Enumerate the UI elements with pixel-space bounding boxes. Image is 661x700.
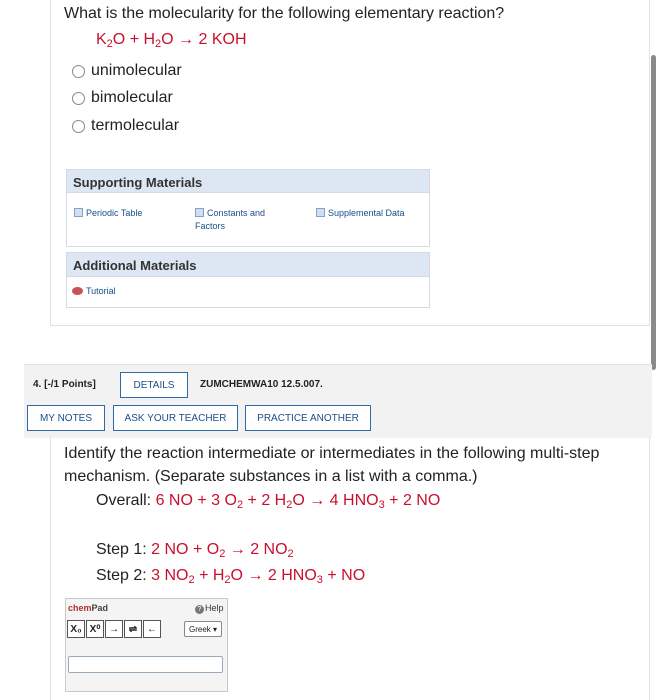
- equilibrium-arrow-button[interactable]: ⇌: [124, 620, 142, 638]
- overall-equation: 6 NO + 3 $O_2 + 2$ $H_2O \to 4$ $HNO_3 + 2$ NO: [155, 492, 441, 511]
- option-label: unimolecular: [91, 62, 182, 79]
- radio-icon[interactable]: [72, 92, 85, 105]
- option-label: termolecular: [91, 117, 180, 134]
- question-number: 4. [-/1 Points]: [33, 379, 96, 390]
- option-unimolecular[interactable]: [72, 62, 182, 80]
- option-termolecular[interactable]: [72, 117, 179, 135]
- option-bimolecular[interactable]: [72, 89, 173, 107]
- document-icon: [74, 208, 83, 217]
- tutorial-link[interactable]: Tutorial: [72, 286, 116, 296]
- question-1-prompt: What is the molecularity for the following elementary reaction?: [64, 5, 505, 22]
- document-icon: [316, 208, 325, 217]
- help-icon: ?: [195, 605, 204, 614]
- chempad-title: chemPad: [68, 603, 109, 613]
- help-link[interactable]: ? Help: [195, 603, 224, 614]
- my-notes-button[interactable]: MY NOTES: [27, 405, 105, 431]
- supporting-materials-title: Supporting Materials: [66, 169, 430, 193]
- option-label: bimolecular: [91, 89, 173, 106]
- radio-icon[interactable]: [72, 65, 85, 78]
- question-4-prompt: Identify the reaction intermediate or intermediates in the following multi-step mechanism. (Separate substances in a list with a comma.): [64, 445, 600, 485]
- additional-materials-title: Additional Materials: [66, 252, 430, 277]
- overall-reaction: Overall: 6 NO + 3 $O_2 + 2$ $H_2O \to 4$ $HNO_3 + 2$ NO: [96, 492, 441, 511]
- right-arrow-button[interactable]: →: [105, 620, 123, 638]
- details-button[interactable]: DETAILS: [120, 372, 188, 398]
- greek-dropdown[interactable]: Greek ▾: [184, 621, 222, 637]
- periodic-table-link[interactable]: Periodic Table: [74, 207, 142, 220]
- answer-input[interactable]: [68, 656, 223, 673]
- subscript-button[interactable]: X₀: [67, 620, 85, 638]
- question-code: ZUMCHEMWA10 12.5.007.: [200, 379, 323, 390]
- step-1: Step 1: 2 NO + $O_2 \to 2$ $NO_2$: [96, 541, 294, 560]
- step-1-equation: 2 NO + $O_2 \to 2$ $NO_2$: [151, 541, 294, 560]
- step-2: Step 2: 3 $NO_2 + H_2O \to 2$ $HNO_3$ + NO: [96, 567, 366, 586]
- supplemental-data-link[interactable]: Supplemental Data: [316, 207, 405, 220]
- superscript-button[interactable]: X⁰: [86, 620, 104, 638]
- ask-teacher-button[interactable]: ASK YOUR TEACHER: [113, 405, 238, 431]
- left-arrow-button[interactable]: ←: [143, 620, 161, 638]
- radio-icon[interactable]: [72, 120, 85, 133]
- step-2-equation: 3 $NO_2 + H_2O \to 2$ $HNO_3$ + NO: [151, 567, 366, 586]
- document-icon: [195, 208, 204, 217]
- tutorial-icon: [72, 287, 83, 295]
- scrollbar[interactable]: [651, 55, 656, 370]
- chempad-toolbar: [67, 620, 162, 638]
- question-1-equation: $K_2O + H_2O \to 2$ KOH: [96, 31, 247, 50]
- practice-another-button[interactable]: PRACTICE ANOTHER: [245, 405, 371, 431]
- constants-factors-link[interactable]: Constants and Factors: [195, 208, 266, 231]
